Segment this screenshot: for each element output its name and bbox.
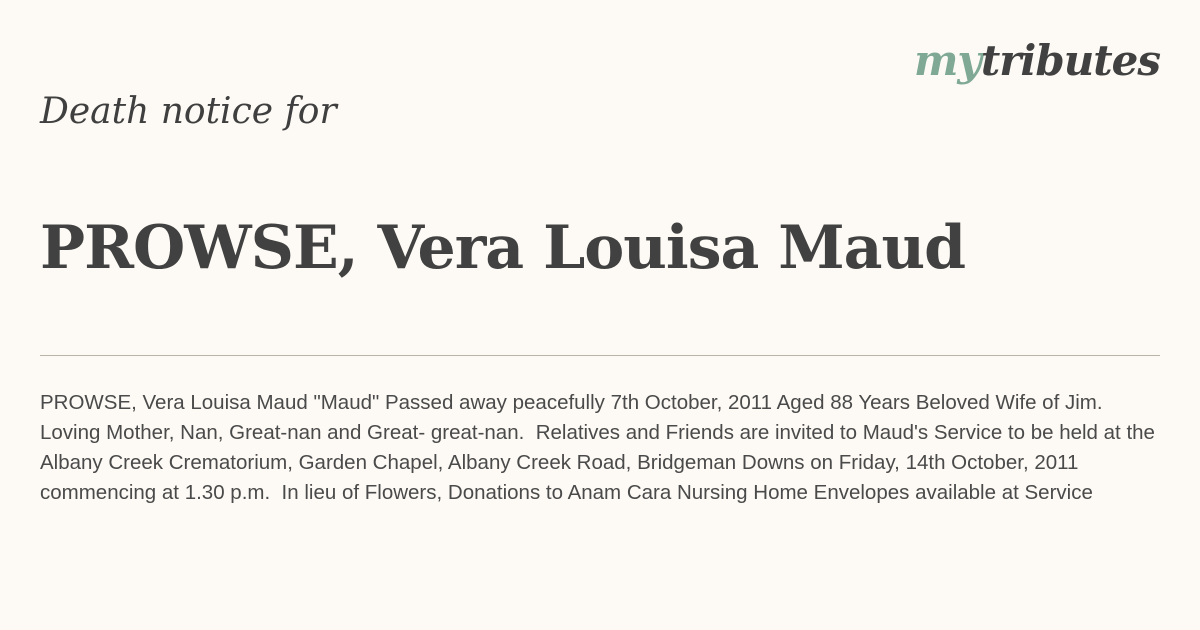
logo-tributes-text: tributes [980,36,1160,85]
notice-body: PROWSE, Vera Louisa Maud "Maud" Passed away peacefully 7th October, 2011 Aged 88 Years Beloved Wife of Jim. Loving Mother, Nan, Great-nan and Great- great-nan. Relatives and Friends are invited to Maud's Service to be held at the Albany Creek Crematorium, Garden Chapel, Albany Creek Road, Bridgeman Downs on Friday, 14th October, 2011 commencing at 1.30 p.m. In lieu of Flowers, Donations to Anam Cara Nursing Home Envelopes available at Service [40,391,1160,504]
notice-kicker: Death notice for [40,91,337,132]
logo-my-text: my [913,36,981,85]
mytributes-logo[interactable] [914,36,1160,86]
divider [40,355,1160,356]
deceased-name: PROWSE, Vera Louisa Maud [40,213,966,283]
